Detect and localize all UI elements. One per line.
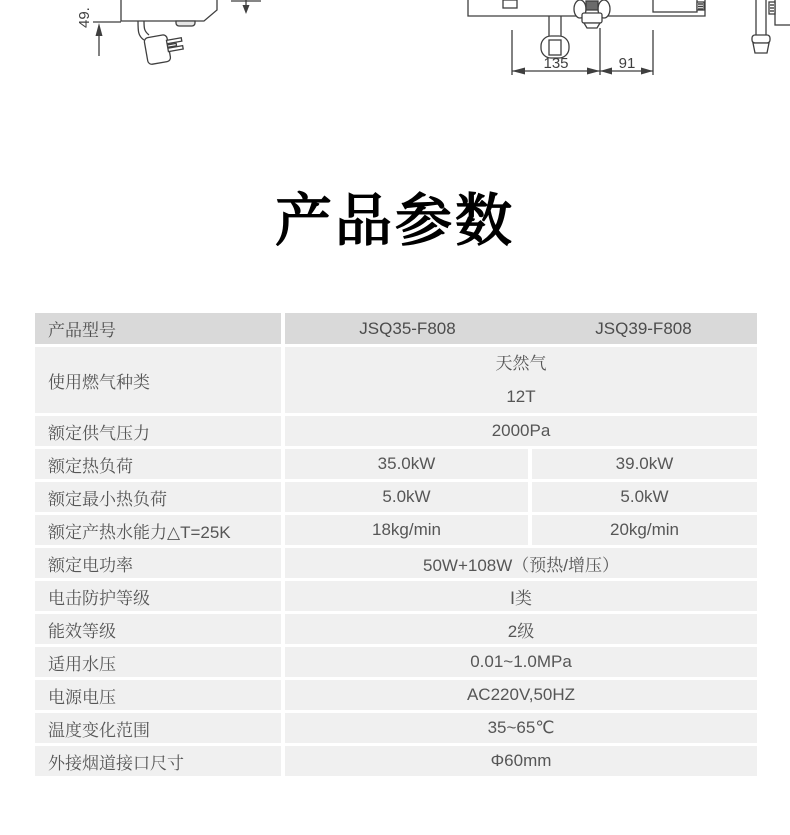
row-values (285, 515, 757, 545)
row-label: 额定供气压力 (35, 416, 281, 446)
dimension-label-49: 49. (76, 7, 93, 28)
table-row (35, 449, 757, 479)
row-label: 温度变化范围 (35, 713, 281, 743)
dimension-label-91: 91 (618, 55, 636, 72)
page-title: 产品参数 (275, 189, 515, 253)
row-label: 适用水压 (35, 647, 281, 677)
row-value-model-2: 5.0kW (532, 482, 757, 512)
row-value-line: 12T (506, 387, 536, 406)
row-values (285, 680, 757, 710)
table-row (35, 416, 757, 446)
row-values (285, 713, 757, 743)
row-values (285, 347, 757, 413)
row-value-model-1: 5.0kW (285, 482, 528, 512)
technical-drawing-svg (0, 0, 790, 82)
row-value: Ⅰ类 (285, 581, 757, 611)
row-values (285, 548, 757, 578)
row-value-model-2: 39.0kW (532, 449, 757, 479)
table-header-row (35, 313, 757, 344)
table-row (35, 647, 757, 677)
table-row (35, 482, 757, 512)
row-label: 外接烟道接口尺寸 (35, 746, 281, 776)
row-label: 额定热负荷 (35, 449, 281, 479)
table-row (35, 614, 757, 644)
row-values (285, 614, 757, 644)
row-values (285, 581, 757, 611)
dimension-label-135: 135 (543, 55, 569, 72)
row-value: 50W+108W（预热/增压） (285, 548, 757, 578)
row-label: 使用燃气种类 (35, 347, 281, 413)
row-value: 35~65℃ (285, 713, 757, 743)
table-row (35, 581, 757, 611)
row-values (285, 449, 757, 479)
row-values (285, 482, 757, 512)
row-label: 额定电功率 (35, 548, 281, 578)
row-values (285, 416, 757, 446)
row-value: AC220V,50HZ (285, 680, 757, 710)
technical-drawing (0, 0, 790, 82)
table-row (35, 713, 757, 743)
table-row (35, 347, 757, 413)
row-label: 电源电压 (35, 680, 281, 710)
row-value (285, 347, 757, 413)
row-value-model-1: 18kg/min (285, 515, 528, 545)
row-value: 0.01~1.0MPa (285, 647, 757, 677)
row-value: 2级 (285, 614, 757, 644)
row-value-model-2: 20kg/min (532, 515, 757, 545)
table-row (35, 548, 757, 578)
spec-table (35, 313, 757, 779)
row-value: Φ60mm (285, 746, 757, 776)
row-value: 2000Pa (285, 416, 757, 446)
header-values (285, 313, 757, 344)
row-value-line: 天然气 (495, 354, 547, 373)
row-value-model-1: 35.0kW (285, 449, 528, 479)
table-row (35, 680, 757, 710)
table-row (35, 515, 757, 545)
row-values (285, 647, 757, 677)
row-label: 电击防护等级 (35, 581, 281, 611)
row-label: 额定最小热负荷 (35, 482, 281, 512)
header-model-1: JSQ35-F808 (285, 313, 530, 344)
table-row (35, 746, 757, 776)
row-label: 能效等级 (35, 614, 281, 644)
row-label: 额定产热水能力△T=25K (35, 515, 281, 545)
row-value-lines (496, 347, 547, 413)
header-model-2: JSQ39-F808 (530, 313, 757, 344)
row-values (285, 746, 757, 776)
header-label: 产品型号 (35, 313, 281, 344)
